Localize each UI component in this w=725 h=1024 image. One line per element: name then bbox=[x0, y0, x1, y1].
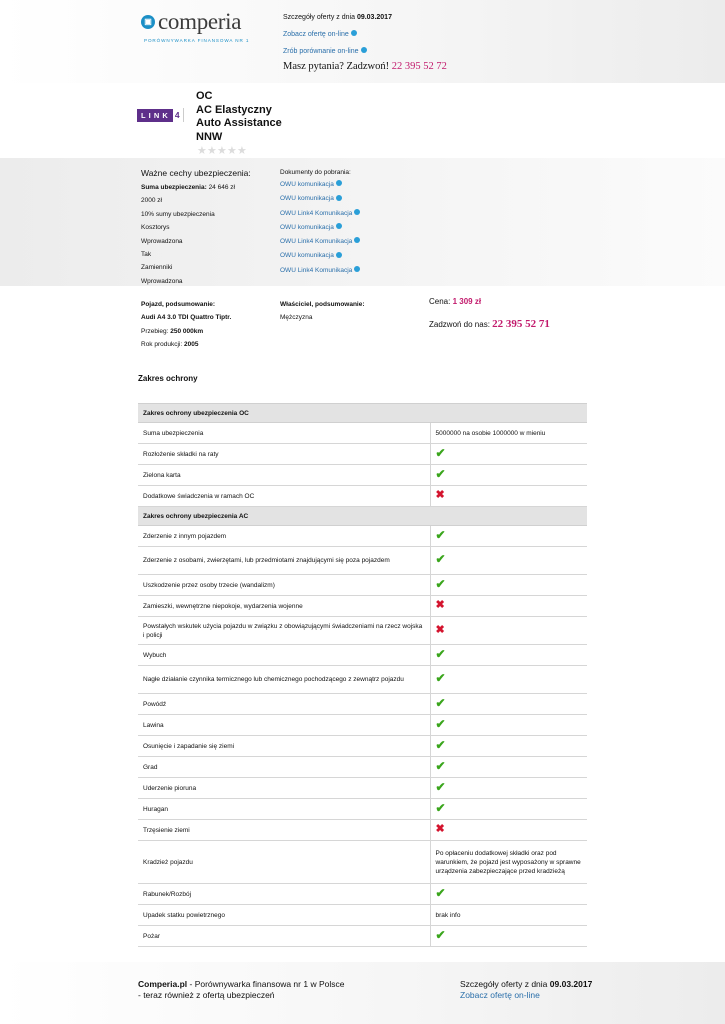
coverage-label: Zderzenie z innym pojazdem bbox=[138, 526, 430, 547]
coverage-label: Nagłe działanie czynnika termicznego lub chemicznego pochodzącego z zewnątrz pojazdu bbox=[138, 666, 430, 694]
contact-question bbox=[283, 61, 447, 72]
documents-list bbox=[280, 168, 360, 278]
feature-sum-value: 24 646 zł bbox=[208, 184, 235, 191]
price-label: Cena: bbox=[429, 297, 451, 306]
coverage-label: Suma ubezpieczenia bbox=[138, 423, 430, 444]
mileage-label: Przebieg: bbox=[141, 327, 169, 335]
document-item bbox=[280, 178, 360, 192]
coverage-label: Osunięcie i zapadanie się ziemi bbox=[138, 736, 430, 757]
feature-item: 2000 zł bbox=[141, 197, 162, 205]
coverage-value bbox=[430, 736, 587, 757]
coverage-label: Powódź bbox=[138, 694, 430, 715]
info-icon bbox=[354, 237, 360, 243]
footer-view-offer-link[interactable]: Zobacz ofertę on-line bbox=[460, 990, 540, 1000]
features-panel bbox=[0, 158, 725, 286]
coverage-row bbox=[138, 905, 587, 926]
star-icon: ★ bbox=[237, 145, 247, 157]
feature-sum-label: Suma ubezpieczenia: bbox=[141, 184, 207, 191]
check-icon: ✔ bbox=[435, 758, 446, 773]
link4-logo-box: LINK bbox=[137, 109, 173, 122]
coverage-value bbox=[430, 666, 587, 694]
coverage-row bbox=[138, 799, 587, 820]
star-icon: ★ bbox=[207, 145, 217, 157]
coverage-value bbox=[430, 884, 587, 905]
key-features bbox=[141, 168, 251, 288]
coverage-value bbox=[430, 465, 587, 486]
summary-section bbox=[0, 286, 725, 356]
coverage-value bbox=[430, 841, 587, 884]
coverage-label: Huragan bbox=[138, 799, 430, 820]
coverage-value bbox=[430, 905, 587, 926]
logo-word: comperia bbox=[158, 9, 242, 34]
footer-tagline: - Porównywarka finansowa nr 1 w Polsce bbox=[189, 979, 345, 989]
coverage-row bbox=[138, 736, 587, 757]
feature-item: 10% sumy ubezpieczenia bbox=[141, 210, 215, 218]
info-icon bbox=[336, 252, 342, 258]
documents-title: Dokumenty do pobrania: bbox=[280, 169, 351, 176]
cross-icon: ✖ bbox=[435, 489, 445, 501]
check-icon: ✔ bbox=[435, 552, 446, 566]
check-icon: ✔ bbox=[435, 445, 446, 460]
coverage-value bbox=[430, 596, 587, 617]
feature-item: Wprowadzona bbox=[141, 277, 183, 285]
coverage-value bbox=[430, 757, 587, 778]
questions-text: Masz pytania? Zadzwoń! bbox=[283, 61, 390, 72]
feature-item: Zamienniki bbox=[141, 264, 173, 272]
logo-main bbox=[141, 10, 241, 34]
coverage-row bbox=[138, 423, 587, 444]
coverage-label: Upadek statku powietrznego bbox=[138, 905, 430, 926]
coverage-row bbox=[138, 820, 587, 841]
link4-logo-number: 4 bbox=[174, 110, 180, 120]
coverage-label: Rabunek/Rozbój bbox=[138, 884, 430, 905]
logo-divider bbox=[183, 108, 184, 122]
logo-tagline: PORÓWNYWARKA FINANSOWA NR 1 bbox=[144, 38, 250, 43]
coverage-value-text: 5000000 na osobie 1000000 w mieniu bbox=[435, 429, 546, 437]
owner-summary-title: Właściciel, podsumowanie: bbox=[280, 301, 365, 308]
coverage-value bbox=[430, 645, 587, 666]
document-item bbox=[280, 235, 360, 249]
document-item bbox=[280, 192, 360, 206]
offer-date: 09.03.2017 bbox=[356, 14, 392, 21]
document-item bbox=[280, 249, 360, 263]
document-link[interactable]: OWU komunikacja bbox=[280, 252, 334, 260]
coverage-value-text: Po opłaceniu dodatkowej składki oraz pod warunkiem, że pojazd jest wyposażony w sprawne urządzenia zabezpieczające przed kradzieżą bbox=[435, 849, 581, 875]
document-link[interactable]: OWU Link4 Komunikacja bbox=[280, 238, 353, 246]
feature-sum bbox=[141, 181, 251, 194]
footer-brand: Comperia.pl bbox=[138, 979, 188, 989]
coverage-value bbox=[430, 444, 587, 465]
mileage-value: 250 000km bbox=[170, 327, 204, 335]
footer-offer-date-line bbox=[460, 979, 592, 990]
vehicle-year bbox=[141, 338, 231, 352]
coverage-row bbox=[138, 778, 587, 799]
cross-icon: ✖ bbox=[435, 823, 445, 835]
comperia-mark-icon: ▣ bbox=[141, 15, 155, 29]
coverage-value bbox=[430, 547, 587, 575]
footer-offer-date: 09.03.2017 bbox=[549, 979, 593, 989]
footer-offer-prefix: Szczegóły oferty z dnia bbox=[460, 979, 548, 989]
coverage-value bbox=[430, 778, 587, 799]
coverage-value bbox=[430, 820, 587, 841]
vehicle-summary-title: Pojazd, podsumowanie: bbox=[141, 301, 216, 308]
call-label: Zadzwoń do nas: bbox=[429, 320, 490, 329]
check-icon: ✔ bbox=[435, 671, 446, 685]
coverage-value bbox=[430, 694, 587, 715]
check-icon: ✔ bbox=[435, 716, 446, 731]
info-icon bbox=[336, 195, 342, 201]
offer-date-prefix: Szczegóły oferty z dnia bbox=[283, 14, 355, 21]
price bbox=[429, 297, 481, 306]
check-icon: ✔ bbox=[435, 800, 446, 815]
check-icon: ✔ bbox=[435, 576, 446, 591]
coverage-row bbox=[138, 645, 587, 666]
view-offer-line bbox=[283, 30, 392, 47]
product-name: NNW bbox=[196, 130, 223, 143]
footer-brand-block bbox=[138, 979, 344, 1001]
info-icon bbox=[354, 266, 360, 272]
owner-summary bbox=[280, 298, 365, 325]
coverage-value bbox=[430, 715, 587, 736]
feature-item: Tak bbox=[141, 251, 152, 259]
check-icon: ✔ bbox=[435, 737, 446, 752]
coverage-label: Trzęsienie ziemi bbox=[138, 820, 430, 841]
coverage-section-header bbox=[138, 507, 587, 526]
document-item bbox=[280, 221, 360, 235]
call-us bbox=[429, 318, 550, 330]
coverage-row bbox=[138, 757, 587, 778]
coverage-table bbox=[138, 403, 587, 947]
offer-date-line bbox=[283, 13, 392, 30]
coverage-row bbox=[138, 486, 587, 507]
coverage-label: Zamieszki, wewnętrzne niepokoje, wydarzenia wojenne bbox=[138, 596, 430, 617]
coverage-label: Pożar bbox=[138, 926, 430, 947]
check-icon: ✔ bbox=[435, 466, 446, 481]
coverage-label: Kradzież pojazdu bbox=[138, 841, 430, 884]
vehicle-mileage bbox=[141, 325, 231, 339]
coverage-row bbox=[138, 715, 587, 736]
check-icon: ✔ bbox=[435, 885, 446, 900]
document-link[interactable]: OWU Link4 Komunikacja bbox=[280, 209, 353, 217]
coverage-section-title: Zakres ochrony ubezpieczenia AC bbox=[138, 507, 587, 526]
product-name: AC Elastyczny bbox=[196, 103, 272, 116]
info-icon bbox=[336, 223, 342, 229]
year-value: 2005 bbox=[184, 341, 199, 348]
document-link[interactable]: OWU komunikacja bbox=[280, 223, 334, 231]
coverage-value bbox=[430, 526, 587, 547]
features-title: Ważne cechy ubezpieczenia: bbox=[141, 168, 251, 178]
header-links bbox=[283, 13, 392, 64]
coverage-section-header bbox=[138, 404, 587, 423]
coverage-row bbox=[138, 596, 587, 617]
coverage-row bbox=[138, 666, 587, 694]
vehicle-model bbox=[141, 311, 231, 325]
rating-stars bbox=[197, 146, 247, 157]
check-icon: ✔ bbox=[435, 695, 446, 710]
coverage-label: Rozłożenie składki na raty bbox=[138, 444, 430, 465]
coverage-value bbox=[430, 486, 587, 507]
coverage-row bbox=[138, 465, 587, 486]
footer-offer-block bbox=[460, 979, 592, 1001]
page-header bbox=[0, 0, 725, 83]
vehicle-summary bbox=[141, 298, 231, 352]
coverage-row bbox=[138, 617, 587, 645]
coverage-value bbox=[430, 926, 587, 947]
coverage-label: Zielona karta bbox=[138, 465, 430, 486]
star-icon: ★ bbox=[217, 145, 227, 157]
star-icon: ★ bbox=[197, 145, 207, 157]
document-item bbox=[280, 264, 360, 278]
document-link[interactable]: OWU komunikacja bbox=[280, 181, 334, 188]
coverage-label: Uderzenie pioruna bbox=[138, 778, 430, 799]
page-footer bbox=[0, 962, 725, 1024]
coverage-value bbox=[430, 617, 587, 645]
document-item bbox=[280, 207, 360, 221]
star-icon: ★ bbox=[227, 145, 237, 157]
coverage-title: Zakres ochrony bbox=[138, 374, 198, 383]
coverage-row bbox=[138, 841, 587, 884]
coverage-row bbox=[138, 884, 587, 905]
header-phone[interactable]: 22 395 52 72 bbox=[391, 61, 447, 72]
check-icon: ✔ bbox=[435, 927, 446, 942]
footer-tagline-2: - teraz również z ofertą ubezpieczeń bbox=[138, 990, 275, 1000]
coverage-row bbox=[138, 926, 587, 947]
coverage-row bbox=[138, 547, 587, 575]
document-link[interactable]: OWU Link4 Komunikacja bbox=[280, 266, 353, 274]
check-icon: ✔ bbox=[435, 527, 446, 542]
coverage-row bbox=[138, 444, 587, 465]
coverage-row bbox=[138, 526, 587, 547]
price-value: 1 309 zł bbox=[452, 297, 482, 306]
info-icon bbox=[336, 180, 342, 186]
year-label: Rok produkcji: bbox=[141, 341, 183, 348]
coverage-row bbox=[138, 575, 587, 596]
check-icon: ✔ bbox=[435, 779, 446, 794]
cross-icon: ✖ bbox=[435, 623, 445, 636]
coverage-label: Powstałych wskutek użycia pojazdu w związku z obowiązującymi świadczeniami na rzecz wojska i policji bbox=[138, 617, 430, 645]
owner-gender: Mężczyzna bbox=[280, 314, 313, 321]
coverage-value bbox=[430, 423, 587, 444]
view-offer-online-link[interactable]: Zobacz ofertę on-line bbox=[283, 31, 349, 38]
coverage-label: Lawina bbox=[138, 715, 430, 736]
coverage-section-title: Zakres ochrony ubezpieczenia OC bbox=[138, 404, 587, 423]
product-name: OC bbox=[196, 90, 213, 102]
coverage-label: Dodatkowe świadczenia w ramach OC bbox=[138, 486, 430, 507]
info-icon bbox=[354, 209, 360, 215]
coverage-row bbox=[138, 694, 587, 715]
product-names bbox=[196, 90, 282, 144]
coverage-value bbox=[430, 575, 587, 596]
call-phone[interactable]: 22 395 52 71 bbox=[492, 318, 550, 330]
info-icon bbox=[351, 30, 357, 36]
feature-item: Kosztorys bbox=[141, 224, 170, 232]
coverage-value-text: brak info bbox=[435, 911, 461, 919]
document-link[interactable]: OWU komunikacja bbox=[280, 195, 334, 203]
comperia-logo[interactable] bbox=[141, 10, 253, 46]
coverage-label: Zderzenie z osobami, zwierzętami, lub przedmiotami znajdującymi się poza pojazdem bbox=[138, 547, 430, 575]
link4-logo bbox=[137, 108, 184, 122]
compare-online-link[interactable]: Zrób porównanie on-line bbox=[283, 48, 359, 55]
cross-icon: ✖ bbox=[435, 599, 445, 611]
footer-line-1 bbox=[138, 979, 344, 990]
info-icon bbox=[361, 47, 367, 53]
check-icon: ✔ bbox=[435, 646, 446, 661]
coverage-value bbox=[430, 799, 587, 820]
product-name: Auto Assistance bbox=[196, 117, 282, 129]
coverage-label: Grad bbox=[138, 757, 430, 778]
vehicle-model-value: Audi A4 3.0 TDI Quattro Tiptr. bbox=[141, 314, 232, 321]
feature-item: Wprowadzona bbox=[141, 237, 183, 245]
coverage-label: Uszkodzenie przez osoby trzecie (wandalizm) bbox=[138, 575, 430, 596]
coverage-label: Wybuch bbox=[138, 645, 430, 666]
